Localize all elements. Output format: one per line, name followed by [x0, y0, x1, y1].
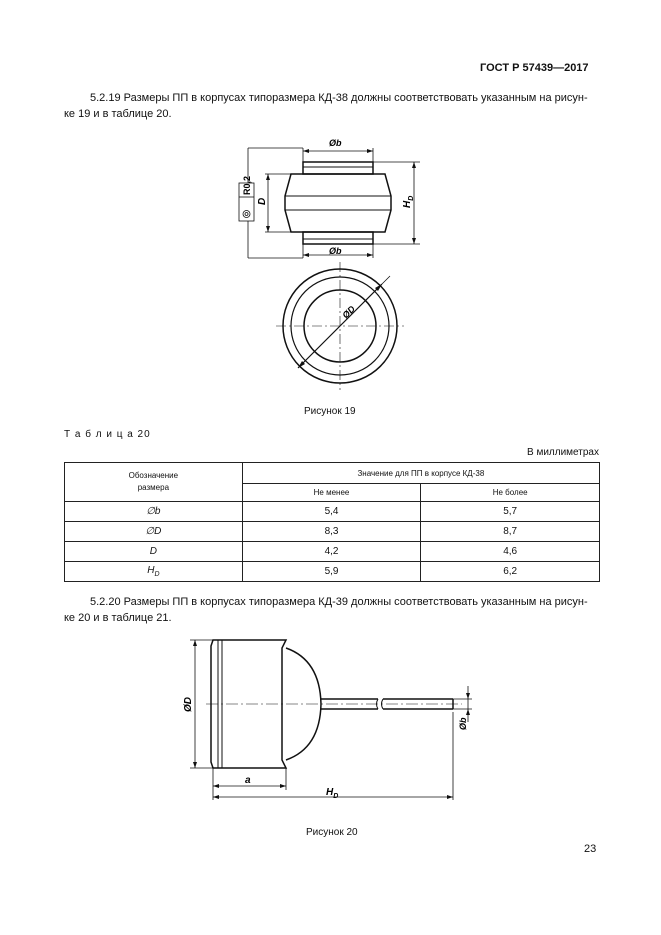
fig20-label-HD: $H_D$ — [326, 787, 339, 800]
paragraph-line: 5.2.19 Размеры ПП в корпусах типоразмера КД-38 должны соответствовать указанным на рисун- — [90, 92, 588, 104]
table-20-title: Т а б л и ц а 20 — [64, 429, 151, 440]
row-max: 5,7 — [421, 502, 600, 522]
paragraph-line: 5.2.20 Размеры ПП в корпусах типоразмера КД-39 должны соответствовать указанным на рисун- — [90, 596, 588, 608]
row-max: 4,6 — [421, 542, 600, 562]
fig19-label-HD: $H_D$ — [402, 195, 415, 208]
header-max: Не более — [421, 484, 600, 502]
row-designation: $H_D$ — [65, 562, 243, 582]
row-designation: ∅b — [65, 502, 243, 522]
header-value: Значение для ПП в корпусе КД-38 — [242, 463, 599, 484]
fig20-label-OD: ØD — [183, 697, 194, 712]
table-20-units: В миллиметрах — [527, 447, 599, 458]
row-max: 6,2 — [421, 562, 600, 582]
paragraph-line: ке 20 и в таблице 21. — [64, 612, 172, 624]
page-number: 23 — [584, 843, 597, 855]
fig20-dimension-lines — [190, 640, 472, 800]
header-min: Не менее — [242, 484, 421, 502]
fig20-label-b: Øb — [458, 717, 468, 730]
fig19-label-OD: ØD — [340, 303, 357, 321]
fig20-label-a: a — [245, 775, 251, 786]
row-min: 4,2 — [242, 542, 421, 562]
fig20-arrowheads — [193, 640, 470, 799]
figure-20-caption: Рисунок 20 — [306, 827, 358, 838]
fig19-label-b-top: Øb — [329, 138, 342, 148]
row-max: 8,7 — [421, 522, 600, 542]
fig19-label-b-bottom: Øb — [329, 246, 342, 256]
row-designation: D — [65, 542, 243, 562]
row-designation: ∅D — [65, 522, 243, 542]
row-min: 5,4 — [242, 502, 421, 522]
paragraph-line: ке 19 и в таблице 20. — [64, 108, 172, 120]
figure-19-caption: Рисунок 19 — [304, 406, 356, 417]
row-min: 5,9 — [242, 562, 421, 582]
fig19-label-D: D — [257, 197, 268, 205]
standard-number: ГОСТ Р 57439—2017 — [480, 62, 589, 74]
fig19-label-tolerance: R0,2 — [242, 175, 252, 195]
row-min: 8,3 — [242, 522, 421, 542]
header-designation: Обозначение размера — [65, 463, 243, 502]
